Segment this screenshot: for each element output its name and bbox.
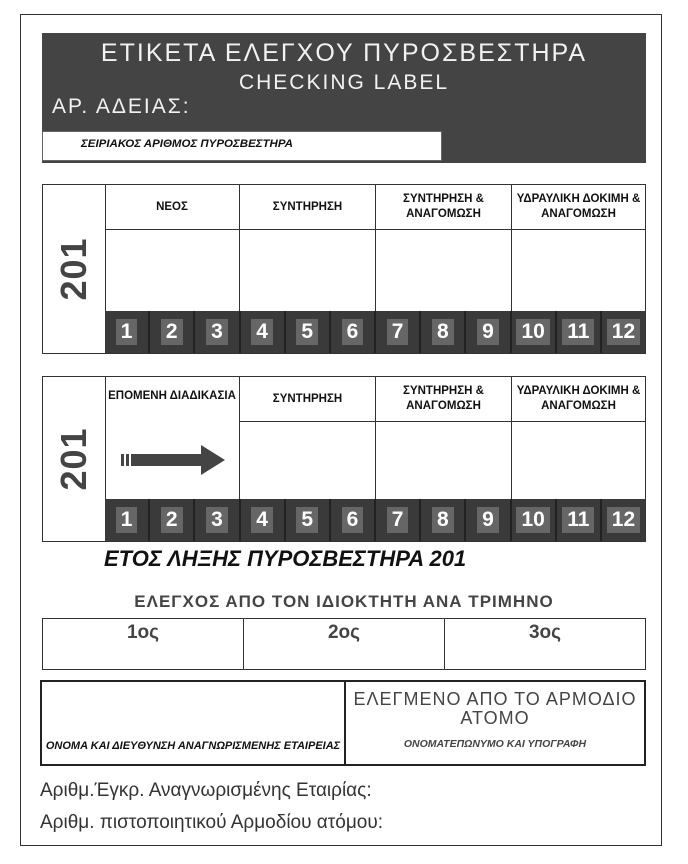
label-subtitle: CHECKING LABEL: [238, 71, 450, 94]
month-box[interactable]: 1: [105, 499, 150, 541]
company-name-address-label: ΟΝΟΜΑ ΚΑΙ ΔΙΕΥΘΥΝΣΗ ΑΝΑΓΝΩΡΙΣΜΕΝΗΣ ΕΤΑΙΡΕΙΑΣ: [45, 740, 341, 752]
service-label: ΥΔΡΑΥΛΙΚΗ ΔΟΚΙΜΗ & ΑΝΑΓΟΜΩΣΗ: [512, 377, 645, 422]
quarter-cell-3[interactable]: 3ος: [528, 622, 562, 643]
service-label: ΥΔΡΑΥΛΙΚΗ ΔΟΚΙΜΗ & ΑΝΑΓΟΜΩΣΗ: [512, 185, 645, 230]
service-cell-maintenance[interactable]: [240, 185, 376, 311]
next-procedure-label: ΕΠΟΜΕΝΗ ΔΙΑΔΙΚΑΣΙΑ: [108, 390, 236, 402]
year-label: 201: [53, 427, 94, 491]
service-cell-maintenance-recharge[interactable]: [376, 185, 512, 311]
service-cell-hydraulic-test[interactable]: [512, 185, 645, 311]
serial-number-field[interactable]: [42, 131, 442, 161]
month-box[interactable]: 10: [512, 311, 557, 353]
month-box[interactable]: 4: [241, 499, 286, 541]
permit-number-label: ΑΡ. ΑΔΕΙΑΣ:: [52, 95, 191, 118]
month-box[interactable]: 7: [376, 499, 421, 541]
checked-by-field[interactable]: [346, 682, 644, 764]
next-procedure-cell: [105, 377, 240, 503]
company-name-address-field[interactable]: [42, 682, 346, 764]
service-section-1: [42, 184, 646, 354]
service-cell-hydraulic-test[interactable]: [512, 377, 645, 503]
month-box[interactable]: 5: [286, 499, 331, 541]
service-cell-new[interactable]: [105, 185, 240, 311]
next-service-grid: [105, 377, 645, 503]
month-box[interactable]: 2: [150, 499, 195, 541]
quarter-cell-1[interactable]: 1ος: [43, 619, 244, 669]
month-box[interactable]: 10: [512, 499, 557, 541]
month-box[interactable]: 6: [331, 311, 376, 353]
signature-label: ΟΝΟΜΑΤΕΠΩΝΥΜΟ ΚΑΙ ΥΠΟΓΡΑΦΗ: [403, 738, 587, 750]
service-label: ΣΥΝΤΗΡΗΣΗ: [240, 377, 375, 422]
month-box[interactable]: 11: [557, 311, 602, 353]
checked-by-label: ΕΛΕΓΜΕΝΟ ΑΠΟ ΤΟ ΑΡΜΟΔΙΟ ΑΤΟΜΟ: [353, 689, 637, 728]
expiry-year-label: ΕΤΟΣ ΛΗΞΗΣ ΠΥΡΟΣΒΕΣΤΗΡΑ 201: [104, 546, 467, 571]
month-box[interactable]: 11: [557, 499, 602, 541]
service-label: ΣΥΝΤΗΡΗΣΗ & ΑΝΑΓΟΜΩΣΗ: [376, 377, 511, 422]
arrow-right-icon: [121, 443, 225, 477]
month-box[interactable]: 8: [421, 311, 466, 353]
owner-check-title: ΕΛΕΓΧΟΣ ΑΠΟ ΤΟΝ ΙΔΙΟΚΤΗΤΗ ΑΝΑ ΤΡΙΜΗΝΟ: [134, 592, 554, 611]
service-label: ΣΥΝΤΗΡΗΣΗ: [240, 185, 375, 230]
month-box[interactable]: 3: [195, 499, 240, 541]
year-label: 201: [53, 237, 94, 301]
serial-number-label: ΣΕΙΡΙΑΚΟΣ ΑΡΙΘΜΟΣ ΠΥΡΟΣΒΕΣΤΗΡΑ: [81, 138, 293, 150]
company-approval-number: Αριθμ.Έγκρ. Αναγνωρισμένης Εταιρίας:: [40, 780, 372, 801]
month-box[interactable]: 6: [331, 499, 376, 541]
service-label: ΣΥΝΤΗΡΗΣΗ & ΑΝΑΓΟΜΩΣΗ: [376, 185, 511, 230]
month-box[interactable]: 12: [602, 311, 645, 353]
label-title: ΕΤΙΚΕΤΑ ΕΛΕΓΧΟΥ ΠΥΡΟΣΒΕΣΤΗΡΑ: [100, 39, 588, 67]
service-label: ΝΕΟΣ: [105, 185, 239, 230]
label-header: [42, 33, 646, 163]
month-box[interactable]: 9: [466, 499, 511, 541]
service-cell-maintenance[interactable]: [240, 377, 376, 503]
month-box[interactable]: 1: [105, 311, 150, 353]
month-box[interactable]: 7: [376, 311, 421, 353]
month-box[interactable]: 8: [421, 499, 466, 541]
month-box[interactable]: 9: [466, 311, 511, 353]
certificate-number: Αριθμ. πιστοποιητικού Αρμοδίου ατόμου:: [40, 812, 384, 833]
quarter-cell-2[interactable]: 2ος: [244, 619, 445, 669]
service-cell-maintenance-recharge[interactable]: [376, 377, 512, 503]
year-column: [43, 185, 106, 353]
month-bar: [105, 499, 645, 541]
quarter-check-row: [42, 618, 646, 670]
month-box[interactable]: 5: [286, 311, 331, 353]
service-section-2: [42, 376, 646, 542]
month-box[interactable]: 12: [602, 499, 645, 541]
company-box: [40, 680, 646, 766]
service-type-grid: [105, 185, 645, 311]
month-box[interactable]: 2: [150, 311, 195, 353]
month-box[interactable]: 3: [195, 311, 240, 353]
month-bar: [105, 311, 645, 353]
year-column: [43, 377, 106, 541]
month-box[interactable]: 4: [241, 311, 286, 353]
